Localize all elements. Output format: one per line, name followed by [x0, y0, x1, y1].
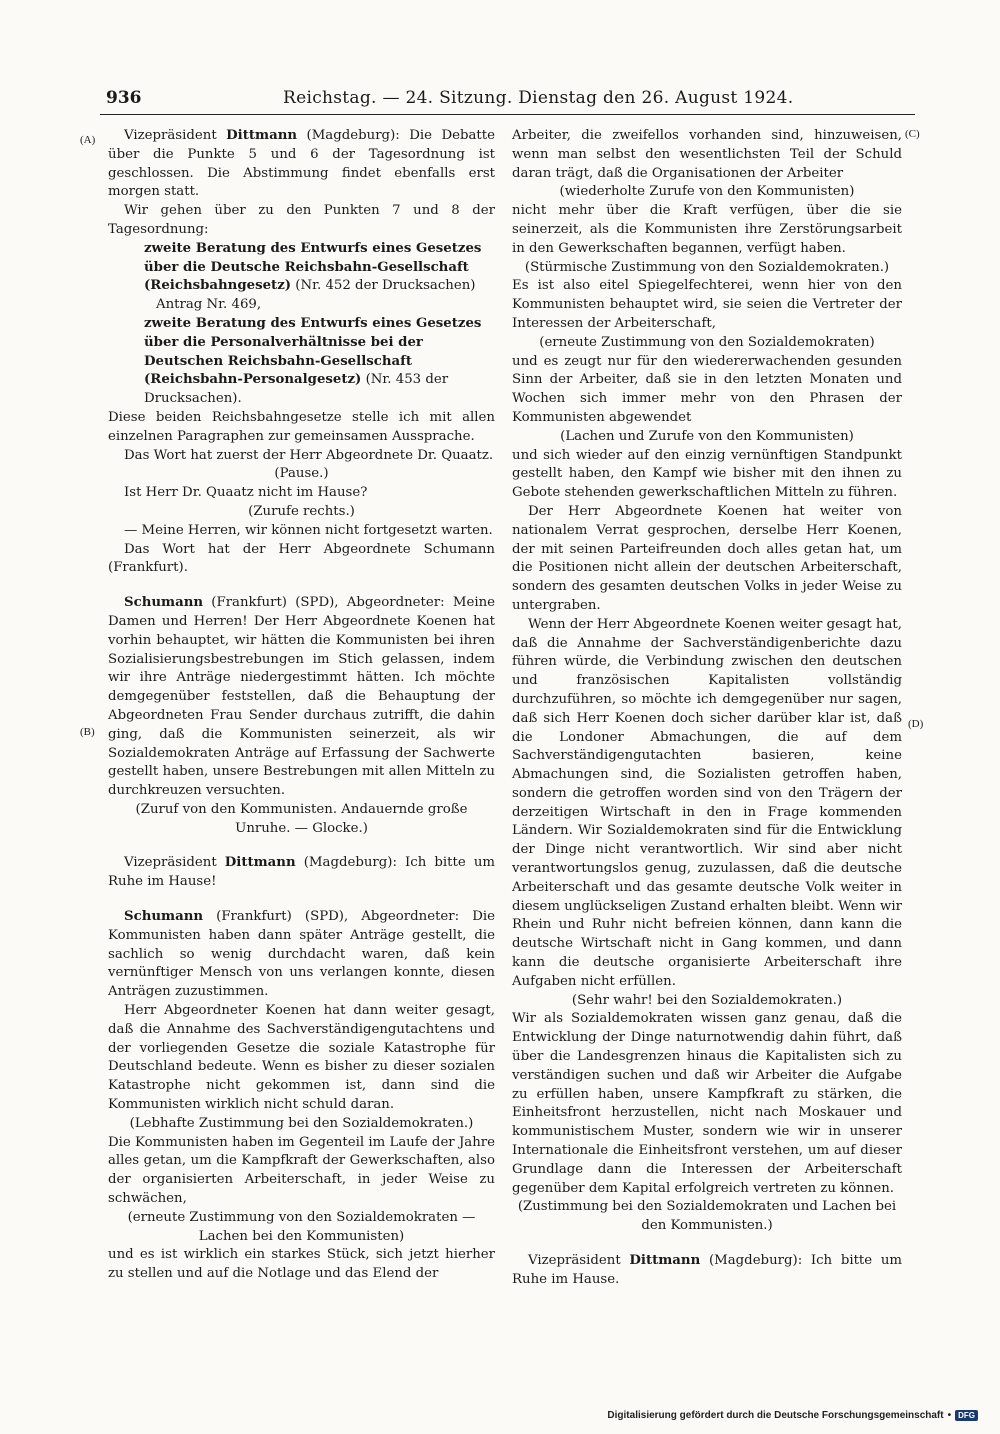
paragraph: Ist Herr Dr. Quaatz nicht im Hause?: [124, 485, 368, 501]
paragraph: Wir gehen über zu den Punkten 7 und 8 der Tagesordnung:: [108, 203, 495, 237]
paragraph: Vizepräsident Dittmann (Magdeburg): Die Debatte über die Punkte 5 und 6 der Tagesordnung ist geschlossen. Die Abstimmung findet ebenfalls erst morgen statt.: [108, 128, 495, 200]
agenda-item-1: zweite Beratung des Entwurfs eines Gesetzes über die Deutsche Reichsbahn-Gesellschaft (Reichsbahngesetz) (Nr. 452 der Drucksachen): [144, 240, 482, 294]
margin-mark-b: (B): [80, 726, 95, 738]
interjection: (erneute Zustimmung von den Sozialdemokraten): [539, 334, 875, 350]
paragraph: — Meine Herren, wir können nicht fortgesetzt warten.: [124, 522, 493, 538]
agenda-item-2: zweite Beratung des Entwurfs eines Gesetzes über die Personalverhältnisse bei der Deutschen Reichsbahn-Gesellschaft (Reichsbahn-Personalgesetz) (Nr. 453 der Drucksachen).: [144, 315, 482, 407]
margin-mark-c: (C): [905, 128, 920, 140]
paragraph: Das Wort hat zuerst der Herr Abgeordnete Dr. Quaatz.: [124, 447, 494, 463]
speaker-name: Schumann: [124, 909, 204, 925]
paragraph: Die Kommunisten haben im Gegenteil im Laufe der Jahre alles getan, um die Kampfkraft der Gewerkschaften, also der organisierten Arbeiterschaft, in jeder Weise zu schwächen,: [108, 1134, 495, 1207]
interjection: (Lachen und Zurufe von den Kommunisten): [560, 428, 854, 444]
paragraph: nicht mehr über die Kraft verfügen, über die sie seinerzeit, als die Kommunisten ihre Zerstörungsarbeit in den Gewerkschaften begannen, verfügt haben.: [512, 203, 902, 256]
margin-mark-a: (A): [80, 134, 96, 146]
interjection: (Zuruf von den Kommunisten. Andauernde große Unruhe. — Glocke.): [135, 801, 468, 836]
left-column: [108, 127, 495, 1284]
paragraph: Wir als Sozialdemokraten wissen ganz genau, daß die Entwicklung der Dinge naturnotwendig dahin führt, daß über die Landesgrenzen hinaus die Kapitalisten sich zu verständigen suchen und daß wir Arbeiter die Aufgabe zu erfüllen haben, unsere Kampfkraft zu stärken, die Einheitsfront herzustellen, nicht nach Moskauer und kommunistischem Muster, sondern wie wir in unserer Internationale die Einheitsfront verstehen, um auf dieser Grundlage dann die Interessen der Arbeiterschaft gegenüber dem Kapital erfolgreich vertreten zu können.: [512, 1011, 902, 1196]
interjection: (Pause.): [274, 466, 329, 482]
paragraph: Antrag Nr. 469,: [156, 297, 262, 313]
speaker-name: Dittmann: [226, 128, 298, 143]
page-header: [100, 86, 915, 115]
speaker-name: Schumann: [124, 595, 204, 611]
speaker-name: Dittmann: [224, 855, 296, 871]
separator: •: [947, 1409, 952, 1421]
interjection: (Stürmische Zustimmung von den Sozialdemokraten.): [524, 259, 890, 275]
page-number: 936: [106, 88, 142, 108]
paragraph: und sich wieder auf den einzig vernünftigen Standpunkt gestellt haben, den Kampf wie bisher mit den ihnen zu Gebote stehenden gewerkschaftlichen Mitteln zu führen.: [512, 447, 902, 501]
paragraph: und es ist wirklich ein starkes Stück, sich jetzt hierher zu stellen und auf die Notlage und das Elend der: [108, 1247, 495, 1282]
paragraph: Arbeiter, die zweifellos vorhanden sind, hinzuweisen, wenn man selbst den wesentlichsten Teil der Schuld daran trägt, daß die Organisationen der Arbeiter: [512, 128, 902, 181]
paragraph: Es ist also eitel Spiegelfechterei, wenn hier von den Kommunisten behauptet wird, sie seien die Vertreter der Interessen der Arbeiterschaft,: [512, 278, 902, 331]
margin-mark-d: (D): [908, 718, 924, 730]
speaker-name: Dittmann: [629, 1253, 701, 1269]
interjection: (Zustimmung bei den Sozialdemokraten und Lachen bei den Kommunisten.): [517, 1199, 897, 1234]
paragraph: Das Wort hat der Herr Abgeordnete Schumann (Frankfurt).: [108, 541, 495, 576]
interjection: (wiederholte Zurufe von den Kommunisten): [559, 184, 855, 200]
interjection: (Zurufe rechts.): [248, 503, 355, 519]
interjection: (erneute Zustimmung von den Sozialdemokraten — Lachen bei den Kommunisten): [127, 1209, 476, 1244]
interjection: (Sehr wahr! bei den Sozialdemokraten.): [571, 992, 843, 1008]
paragraph: Vizepräsident Dittmann (Magdeburg): Ich bitte um Ruhe im Hause.: [512, 1253, 902, 1287]
paragraph: Herr Abgeordneter Koenen hat dann weiter gesagt, daß die Annahme des Sachverständigengutachtens und der vorliegenden Gesetze die soziale Katastrophe für Deutschland bedeute. Wenn es bisher zu dieser sozialen Katastrophe nicht gekommen ist, dann sind die Kommunisten wirklich nicht schuld daran.: [108, 1003, 495, 1113]
paragraph: Schumann (Frankfurt) (SPD), Abgeordneter: Die Kommunisten haben dann später Anträge gestellt, die sachlich so wenig durchdacht waren, daß kein vernünftiger Mensch von uns verlangen konnte, diesen Anträgen zuzustimmen.: [108, 909, 495, 1000]
credit-text: Digitalisierung gefördert durch die Deutsche Forschungsgemeinschaft: [607, 1409, 944, 1421]
paragraph: Schumann (Frankfurt) (SPD), Abgeordneter: Meine Damen und Herren! Der Herr Abgeordnete Koenen hat vorhin behauptet, wir hätten die Kommunisten bei ihren Sozialisierungsbestrebungen im Stich gelassen, indem wir ihre Anträge niedergestimmt hätten. Ich möchte demgegenüber feststellen, daß die Behauptung der Abgeordneten Frau Sender durchaus zutrifft, die dahin ging, daß die Kommunisten seinerzeit, als wir Sozialdemokraten Anträge auf Erfassung der Sachwerte gestellt haben, unsere Bestrebungen mit allen Mitteln zu durchkreuzen versuchten.: [108, 595, 495, 799]
interjection: (Lebhafte Zustimmung bei den Sozialdemokraten.): [129, 1115, 474, 1131]
paragraph: Wenn der Herr Abgeordnete Koenen weiter gesagt hat, daß die Annahme der Sachverständigenberichte dazu führen würde, die Verbindung zwischen den deutschen und französischen Kapitalisten vollständig durchzuführen, so möchte ich demgegenüber nur sagen, daß sich Herr Koenen doch sicher darüber klar ist, daß die Londoner Abmachungen, die auf dem Sachverständigengutachten basieren, keine Abmachungen sind, die Sozialisten getroffen haben, sondern die getroffen worden sind von den Trägern der derzeitigen Wirtschaft in den in Frage kommenden Ländern. Wir Sozialdemokraten sind für die Entwicklung der Dinge nicht verantwortlich. Wir sind aber nicht verantwortungslos genug, zuzulassen, daß die deutsche Arbeiterschaft und das gesamte deutsche Volk weiter in diesem unglückseligen Zustand erhalten bleibt. Wenn wir Rhein und Ruhr nicht befreien können, dann kann die deutsche Wirtschaft nicht in Gang kommen, und dann kann die deutsche organisierte Arbeiterschaft ihre Aufgaben nicht erfüllen.: [512, 616, 902, 989]
digitization-credit: [607, 1408, 978, 1422]
running-title: Reichstag. — 24. Sitzung. Dienstag den 26. August 1924.: [283, 88, 794, 108]
paragraph: Vizepräsident Dittmann (Magdeburg): Ich bitte um Ruhe im Hause!: [108, 855, 495, 890]
right-column: [512, 127, 902, 1290]
paragraph: und es zeugt nur für den wiedererwachenden gesunden Sinn der Arbeiter, daß sie in den letzten Monaten und Wochen sich immer mehr von den Phrasen der Kommunisten abgewendet: [512, 353, 902, 425]
paragraph: Diese beiden Reichsbahngesetze stelle ich mit allen einzelnen Paragraphen zur gemeinsamen Aussprache.: [108, 409, 495, 444]
dfg-logo: DFG: [955, 1410, 978, 1421]
paragraph: Der Herr Abgeordnete Koenen hat weiter von nationalem Verrat gesprochen, derselbe Herr Koenen, der mit seinen Parteifreunden doch alles getan hat, um die Positionen nicht allein der deutschen Arbeiterschaft, sondern des gesamten deutschen Volks in jeder Weise zu untergraben.: [512, 503, 902, 613]
